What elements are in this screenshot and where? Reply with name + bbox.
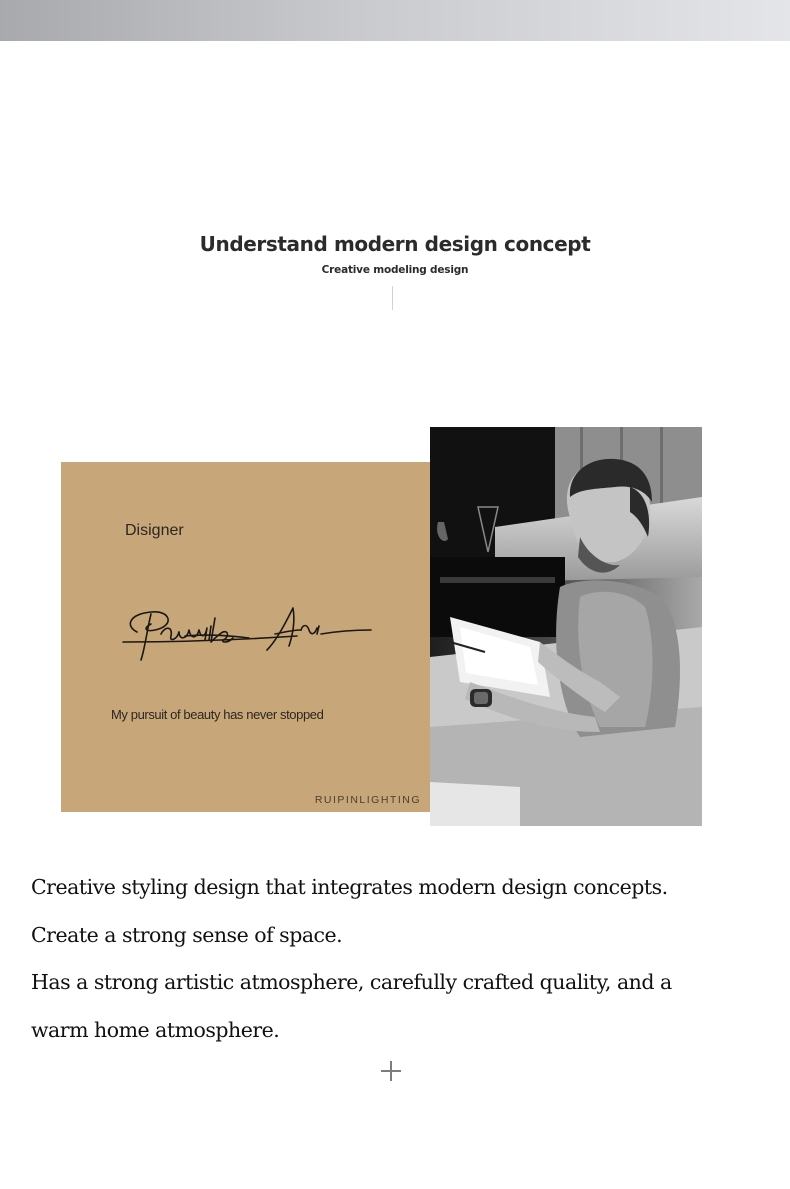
top-banner-strip [0,0,790,41]
page-title: Understand modern design concept [199,232,591,256]
designer-label: Disigner [125,522,184,539]
brand-name: RUIPINLIGHTING [314,794,421,806]
title-divider [392,286,393,310]
designer-tagline: My pursuit of beauty has never stopped [111,707,324,722]
designer-photo [430,427,702,826]
plus-icon [381,1061,401,1081]
description-line: Create a strong sense of space. [31,922,343,947]
description-text [31,864,776,1054]
description-line: Creative styling design that integrates modern design concepts. [31,875,668,899]
designer-card [61,462,430,812]
description-line: Has a strong artistic atmosphere, carefully crafted quality, and a [31,970,672,994]
page-subtitle: Creative modeling design [321,264,469,276]
description-line: warm home atmosphere. [31,1017,280,1042]
signature-icon [117,600,379,670]
designer-photo-image [430,427,702,826]
